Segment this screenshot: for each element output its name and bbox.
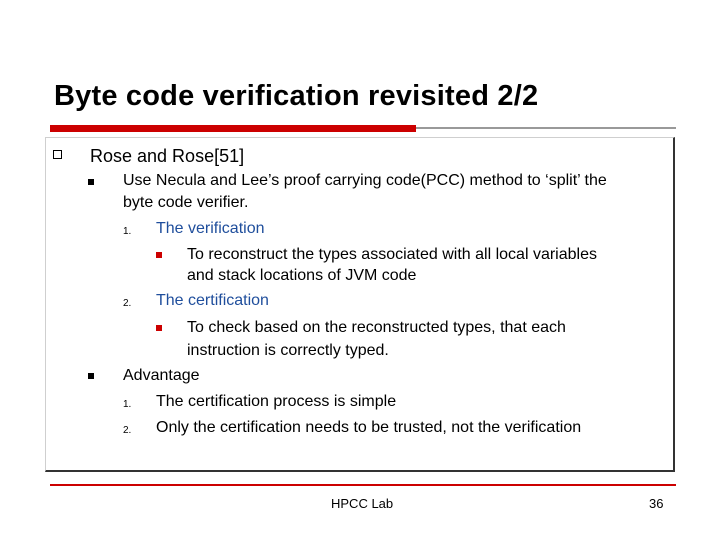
list-number: 2. [123, 425, 132, 436]
item-certification-detail-line2: instruction is correctly typed. [187, 342, 389, 359]
advantage-item-2: Only the certification needs to be trusted, not the verification [156, 419, 582, 436]
slide-title: Byte code verification revisited 2/2 [54, 80, 539, 112]
item-verification-detail-line2: and stack locations of JVM code [187, 267, 417, 284]
list-number: 1. [123, 226, 132, 237]
item-certification-detail-line1: To check based on the reconstructed types, that each [187, 319, 566, 336]
square-bullet-icon [88, 373, 94, 379]
item-verification-label: The verification [156, 220, 265, 237]
square-bullet-icon [156, 325, 162, 331]
square-bullet-icon [88, 179, 94, 185]
square-bullet-icon [156, 252, 162, 258]
advantage-item-1: The certification process is simple [156, 393, 397, 410]
list-number: 1. [123, 399, 132, 410]
title-underline-rule [416, 127, 676, 129]
hollow-square-icon [53, 150, 62, 159]
bullet-rose-and-rose: Rose and Rose[51] [90, 146, 245, 166]
sub-bullet-advantage: Advantage [123, 367, 200, 384]
sub-bullet-pcc-line1: Use Necula and Lee’s proof carrying code(PCC) method to ‘split’ the [123, 172, 607, 189]
title-underline-accent [50, 125, 416, 132]
list-number: 2. [123, 298, 132, 309]
footer-lab: HPCC Lab [331, 496, 394, 511]
item-verification-detail-line1: To reconstruct the types associated with all local variables [187, 246, 597, 263]
sub-bullet-pcc-line2: byte code verifier. [123, 194, 249, 211]
item-certification-label: The certification [156, 292, 269, 309]
footer-rule [50, 484, 676, 486]
page-number: 36 [649, 496, 664, 511]
